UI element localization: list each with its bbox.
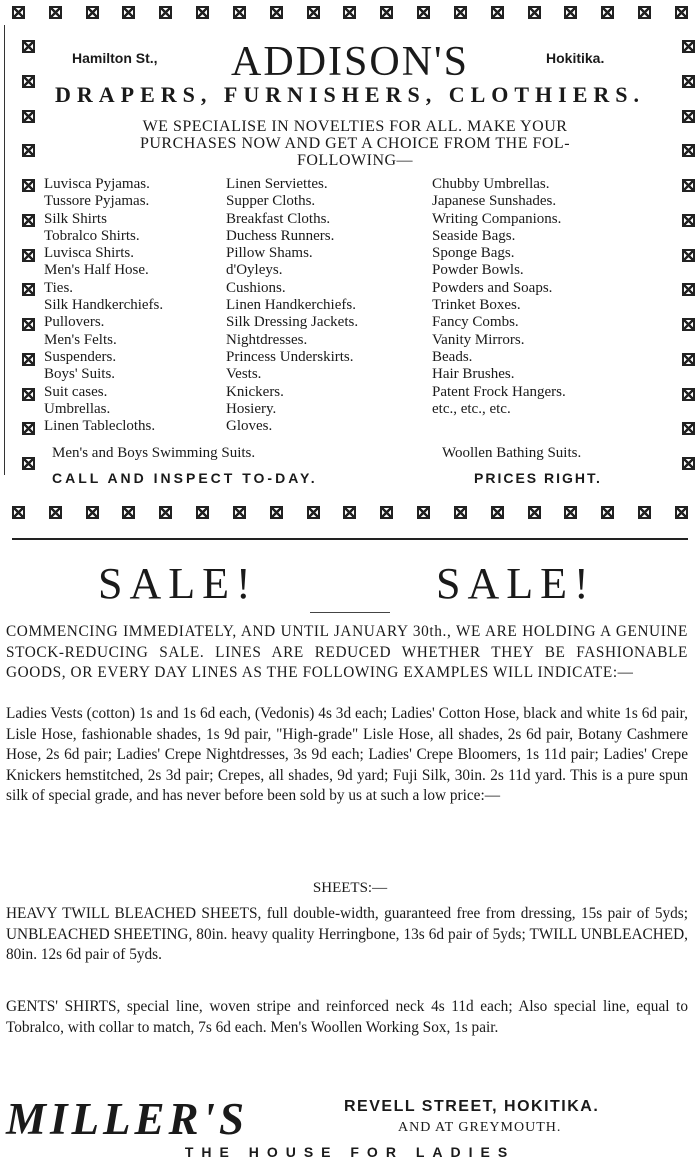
product-item: Pillow Shams. bbox=[226, 245, 313, 262]
product-item: Pullovers. bbox=[44, 314, 105, 331]
sale-title-right: SALE! bbox=[436, 559, 596, 608]
addison-trades: DRAPERS, FURNISHERS, CLOTHIERS. bbox=[54, 82, 646, 107]
millers-address: REVELL STREET, HOKITIKA. bbox=[344, 1098, 600, 1115]
product-item: Sponge Bags. bbox=[432, 245, 515, 262]
addison-header bbox=[0, 38, 700, 85]
product-item: Japanese Sunshades. bbox=[432, 193, 557, 210]
product-item: d'Oyleys. bbox=[226, 262, 283, 279]
product-item: Linen Tablecloths. bbox=[44, 418, 156, 435]
product-item: Silk Shirts bbox=[44, 210, 107, 227]
addison-intro bbox=[60, 118, 650, 169]
millers-tagline: THE HOUSE FOR LADIES bbox=[184, 1144, 516, 1160]
product-item: Writing Companions. bbox=[432, 210, 562, 227]
product-item: Linen Serviettes. bbox=[226, 176, 328, 192]
product-item: Silk Dressing Jackets. bbox=[226, 314, 359, 331]
sale-title-left: SALE! bbox=[98, 559, 258, 608]
product-item: Luvisca Shirts. bbox=[44, 245, 134, 262]
swim-suits-left: Men's and Boys Swimming Suits. bbox=[52, 445, 256, 461]
product-columns bbox=[44, 176, 664, 446]
sheets-heading: SHEETS:— bbox=[312, 880, 388, 896]
product-item: Suspenders. bbox=[44, 348, 117, 365]
intro-line: WE SPECIALISE IN NOVELTIES FOR ALL. MAKE YOUR bbox=[142, 118, 568, 135]
top-ornament-border bbox=[12, 2, 688, 22]
product-item: Boys' Suits. bbox=[44, 366, 116, 383]
intro-line: PURCHASES NOW AND GET A CHOICE FROM THE FOL- bbox=[139, 135, 571, 152]
bottom-ornament-border bbox=[12, 502, 688, 522]
title-rule bbox=[310, 612, 390, 613]
millers-branch: AND AT GREYMOUTH. bbox=[398, 1120, 562, 1135]
product-item: Luvisca Pyjamas. bbox=[44, 176, 150, 192]
addison-location-left: Hamilton St., bbox=[72, 50, 158, 66]
sale-intro: COMMENCING IMMEDIATELY, AND UNTIL JANUARY 30th., WE ARE HOLDING A GENUINE STOCK-REDUCING SALE. LINES ARE REDUCED WHETHER THEY BE FASHIONABLE GOODS, OR EVERY DAY LINES AS THE FOLLOWING EXAMPLES WILL INDICATE:— bbox=[6, 623, 688, 681]
product-column-2 bbox=[226, 176, 358, 435]
call-to-action: CALL AND INSPECT TO-DAY. bbox=[52, 470, 318, 486]
product-item: Silk Handkerchiefs. bbox=[44, 297, 164, 314]
product-item: Ties. bbox=[44, 279, 74, 296]
product-item: Umbrellas. bbox=[44, 400, 111, 417]
intro-line: FOLLOWING— bbox=[296, 152, 414, 169]
product-item: Trinket Boxes. bbox=[432, 297, 521, 314]
swim-suits-right: Woollen Bathing Suits. bbox=[442, 445, 582, 461]
product-item: Gloves. bbox=[226, 418, 273, 435]
addisons-advertisement bbox=[0, 0, 700, 530]
product-item: Chubby Umbrellas. bbox=[432, 176, 550, 192]
product-item: Breakfast Cloths. bbox=[226, 210, 331, 227]
product-item: Hosiery. bbox=[226, 400, 277, 417]
product-item: Men's Felts. bbox=[44, 331, 117, 348]
product-item: Seaside Bags. bbox=[432, 227, 516, 244]
product-item: Knickers. bbox=[226, 383, 284, 400]
product-item: etc., etc., etc. bbox=[432, 400, 511, 417]
product-item: Vests. bbox=[226, 366, 262, 383]
product-item: Powders and Soaps. bbox=[432, 279, 553, 296]
addison-location-right: Hokitika. bbox=[546, 50, 605, 66]
sheets-items: HEAVY TWILL BLEACHED SHEETS, full double-width, guaranteed free from dressing, 15s pair of 5yds; UNBLEACHED SHEETING, 80in. heavy quality Herringbone, 13s 6d pair of 5yds; TWILL UNBLEACHED, 80in. 12s 6d pair of 5yds. bbox=[6, 905, 688, 963]
product-item: Cushions. bbox=[226, 279, 286, 296]
prices-right: PRICES RIGHT. bbox=[474, 470, 602, 486]
product-item: Tussore Pyjamas. bbox=[44, 193, 150, 210]
product-item: Linen Handkerchiefs. bbox=[226, 297, 356, 314]
product-item: Nightdresses. bbox=[226, 331, 308, 348]
product-item: Supper Cloths. bbox=[226, 193, 316, 210]
product-item: Beads. bbox=[432, 348, 473, 365]
millers-sale-advertisement bbox=[0, 540, 700, 1160]
gents-items: GENTS' SHIRTS, special line, woven stripe and reinforced neck 4s 11d each; Also special line, equal to Tobralco, with collar to match, 7s 6d each. Men's Woollen Working Sox, 1s pair. bbox=[6, 998, 688, 1036]
product-item: Princess Underskirts. bbox=[226, 348, 354, 365]
product-item: Fancy Combs. bbox=[432, 314, 519, 331]
product-item: Suit cases. bbox=[44, 383, 108, 400]
millers-brand: MILLER'S bbox=[6, 1094, 249, 1144]
product-item: Men's Half Hose. bbox=[44, 262, 149, 279]
addison-brand: ADDISON'S bbox=[231, 39, 469, 85]
product-item: Patent Frock Hangers. bbox=[432, 383, 566, 400]
product-item: Hair Brushes. bbox=[432, 366, 515, 383]
product-item: Vanity Mirrors. bbox=[432, 331, 525, 348]
ladies-items: Ladies Vests (cotton) 1s and 1s 6d each, (Vedonis) 4s 3d each; Ladies' Cotton Hose, black and white 1s 6d pair, Lisle Hose, fashionable shades, 1s 9d pair, "High-grade" Lisle Hose, all shades, 2s 6d pair, Botany Cashmere Hose, 2s 6d pair; Ladies' Crepe Nightdresses, 3s 9d each; Ladies' Crepe Bloomers, 1s 11d pair; Ladies' Crepe Knickers hemstitched, 2s 3d pair; Crepes, all shades, 9d yard; Fuji Silk, 30in. 2s 11d yard. This is a pure spun silk of special grade, and has never before been sold by us at such a low price:— bbox=[6, 705, 688, 804]
product-item: Powder Bowls. bbox=[432, 262, 524, 279]
product-column-1 bbox=[44, 176, 163, 435]
product-item: Tobralco Shirts. bbox=[44, 227, 140, 244]
product-item: Duchess Runners. bbox=[226, 227, 335, 244]
product-column-3 bbox=[432, 176, 566, 418]
